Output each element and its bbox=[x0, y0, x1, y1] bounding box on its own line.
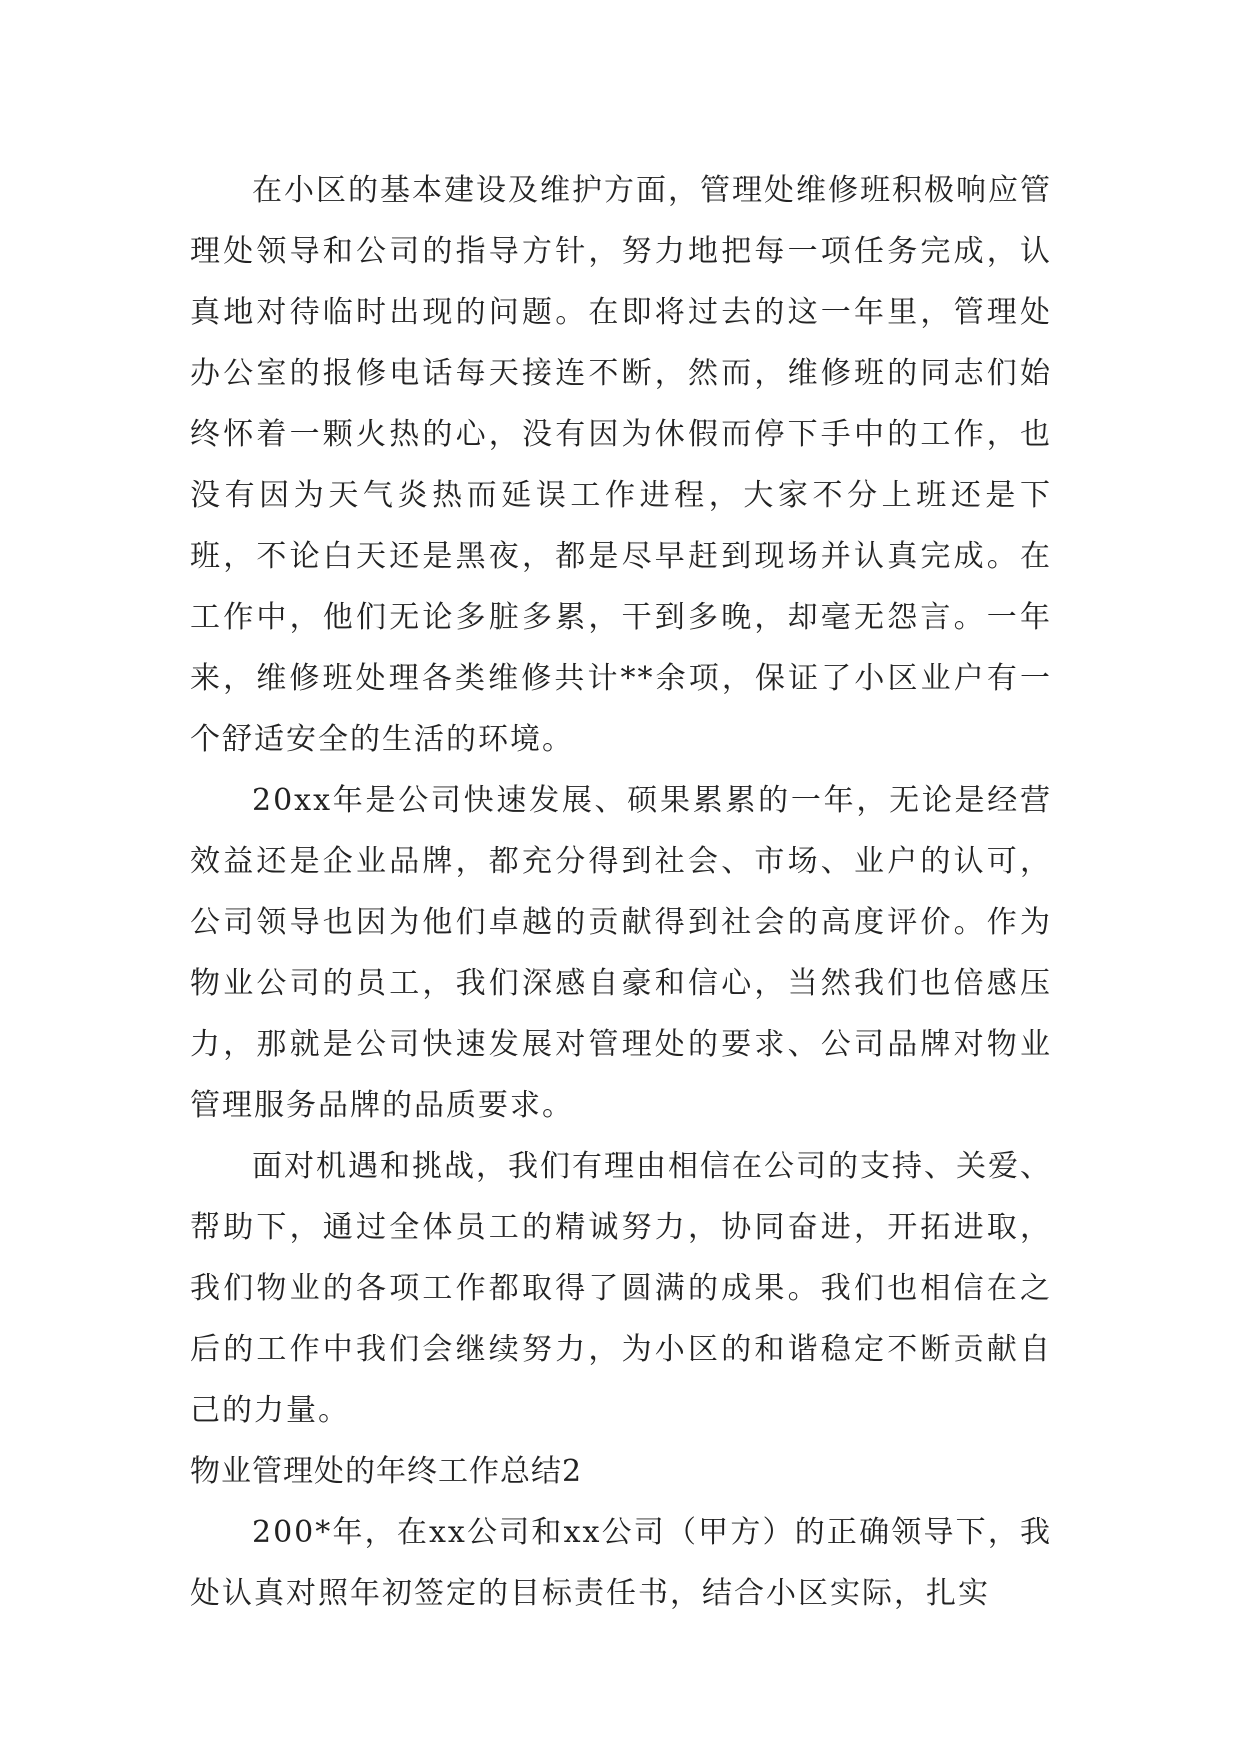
paragraph-maintenance: 在小区的基本建设及维护方面，管理处维修班积极响应管理处领导和公司的指导方针，努力地把每一项任务完成，认真地对待临时出现的问题。在即将过去的这一年里，管理处办公室的报修电话每天接连不断，然而，维修班的同志们始终怀着一颗火热的心，没有因为休假而停下手中的工作，也没有因为天气炎热而延误工作进程，大家不分上班还是下班，不论白天还是黑夜，都是尽早赶到现场并认真完成。在工作中，他们无论多脏多累，干到多晚，却毫无怨言。一年来，维修班处理各类维修共计**余项，保证了小区业户有一个舒适安全的生活的环境。 bbox=[190, 173, 1052, 757]
paragraph-opportunities: 面对机遇和挑战，我们有理由相信在公司的支持、关爱、帮助下，通过全体员工的精诚努力，协同奋进，开拓进取，我们物业的各项工作都取得了圆满的成果。我们也相信在之后的工作中我们会继续努力，为小区的和谐稳定不断贡献自己的力量。 bbox=[190, 1149, 1052, 1428]
document-body bbox=[190, 160, 1052, 1624]
paragraph-company-development: 20xx年是公司快速发展、硕果累累的一年，无论是经营效益还是企业品牌，都充分得到社会、市场、业户的认可，公司领导也因为他们卓越的贡献得到社会的高度评价。作为物业公司的员工，我们深感自豪和信心，当然我们也倍感压力，那就是公司快速发展对管理处的要求、公司品牌对物业管理服务品牌的品质要求。 bbox=[190, 783, 1052, 1123]
paragraph-summary-intro: 200*年，在xx公司和xx公司（甲方）的正确领导下，我处认真对照年初签定的目标责任书，结合小区实际，扎实 bbox=[190, 1515, 1052, 1611]
section-title: 物业管理处的年终工作总结2 bbox=[190, 1454, 583, 1489]
